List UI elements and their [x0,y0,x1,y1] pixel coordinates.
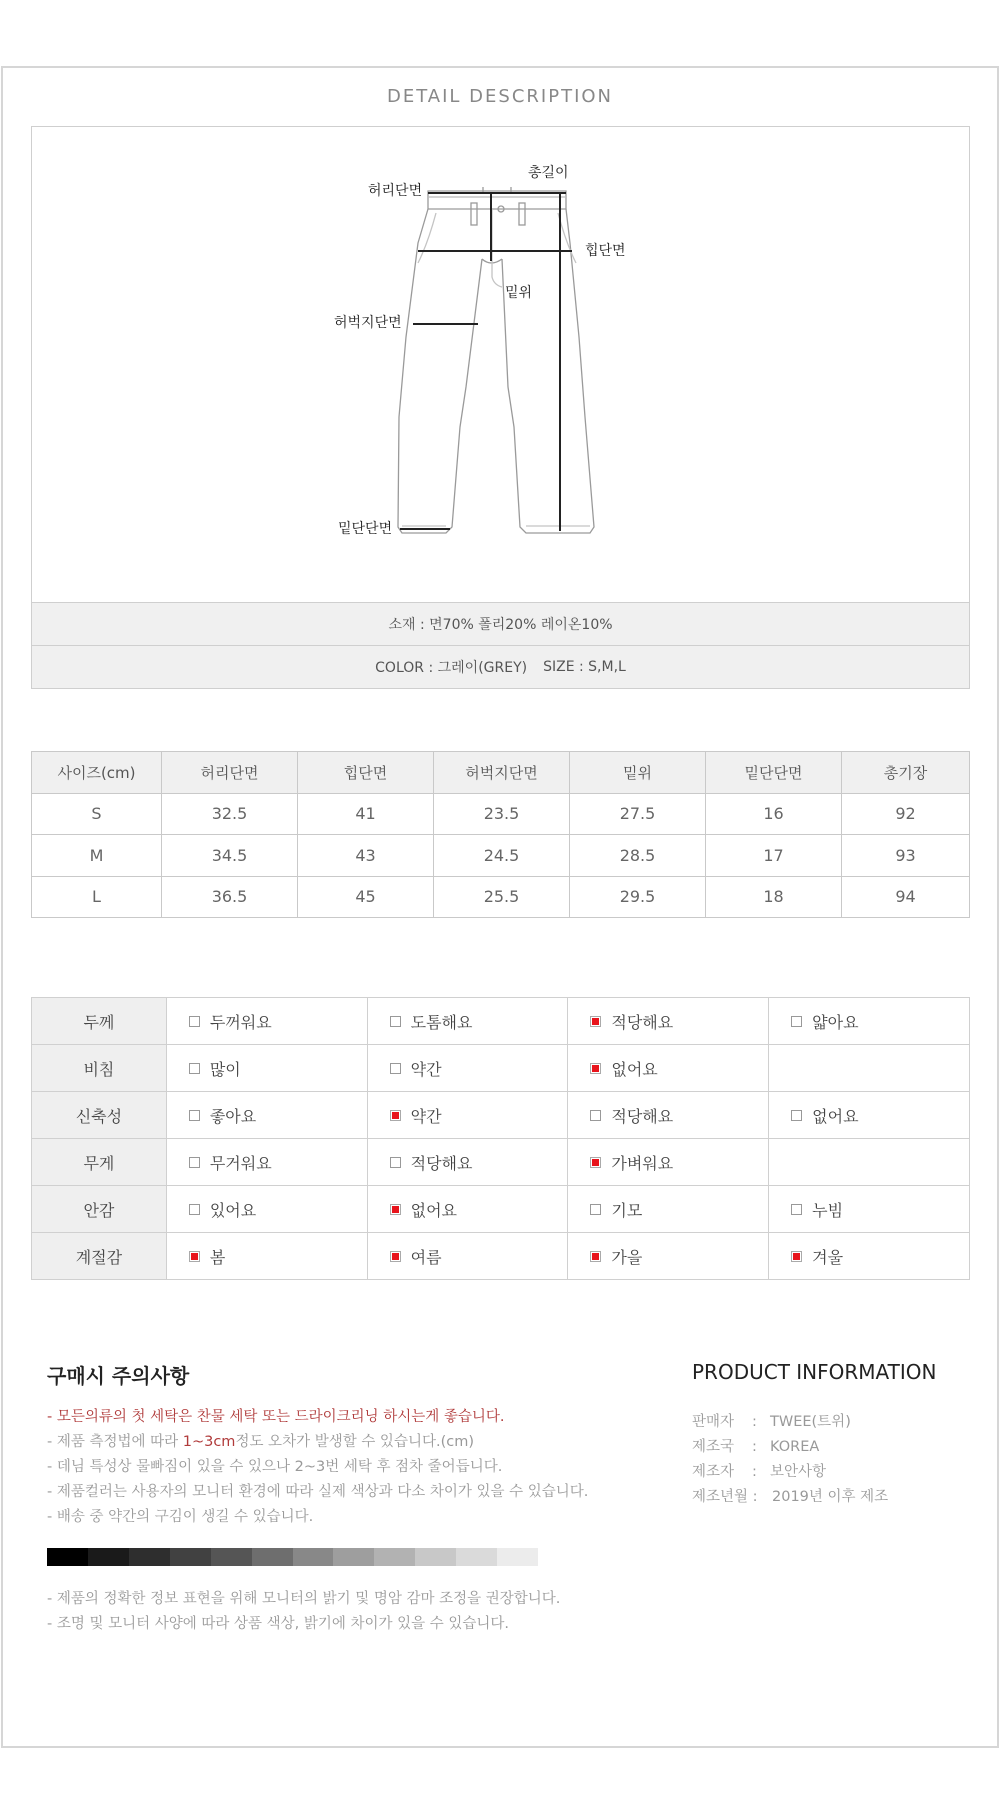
notice-text: 정도 오차가 발생할 수 있습니다.(cm) [235,1434,474,1450]
feel-option-label: 약간 [410,1106,442,1126]
feel-option-label: 없어요 [410,1200,457,1220]
size-header-cell: 밑단단면 [706,752,842,794]
table-row [32,793,970,835]
gray-swatch [129,1548,170,1566]
size-header-cell: 허리단면 [162,752,298,794]
product-info-row [692,1435,888,1460]
size-table-header [32,752,970,794]
feel-option-label: 기모 [611,1200,643,1220]
feel-option [769,1092,970,1139]
feel-row-label: 안감 [32,1186,167,1233]
unchecked-box-icon [791,1016,802,1027]
size-cell: 43 [298,835,434,877]
feel-row [32,1186,970,1233]
gray-swatch [415,1548,456,1566]
size-cell: 24.5 [434,835,570,877]
info-colon: : [752,1464,757,1480]
unchecked-box-icon [189,1063,200,1074]
checked-box-icon [189,1251,200,1262]
info-label: 판매자 [692,1414,735,1430]
table-row [32,876,970,918]
feel-row-label: 비침 [32,1045,167,1092]
notice-line: - 배송 중 약간의 구김이 생길 수 있습니다. [47,1509,314,1525]
checked-box-icon [590,1016,601,1027]
info-value: 2019년 이후 제조 [772,1489,889,1505]
unchecked-box-icon [189,1157,200,1168]
unchecked-box-icon [189,1110,200,1121]
feel-option [769,1233,970,1280]
feel-option-label: 없어요 [812,1106,859,1126]
feel-option [166,1045,367,1092]
label-waist: 허리단면 [368,182,423,198]
unchecked-box-icon [390,1016,401,1027]
checked-box-icon [791,1251,802,1262]
gray-swatch [211,1548,252,1566]
unchecked-box-icon [590,1110,601,1121]
feel-option-label: 가을 [611,1247,643,1267]
gray-swatch [456,1548,497,1566]
notice-text: - 제품 측정법에 따라 [47,1434,183,1450]
label-thigh: 허벅지단면 [334,314,402,330]
feel-row [32,1139,970,1186]
product-info-row [692,1460,888,1485]
unchecked-box-icon [791,1204,802,1215]
label-hip: 힙단면 [585,242,626,258]
feel-row [32,1233,970,1280]
label-rise: 밑위 [505,284,533,300]
feel-row-label: 두께 [32,998,167,1045]
label-hem: 밑단단면 [338,520,393,536]
product-info-title: PRODUCT INFORMATION [692,1360,937,1384]
size-table [31,751,970,918]
size-text: SIZE : S,M,L [543,659,626,675]
feel-option-label: 얇아요 [812,1012,859,1032]
pants-diagram [32,127,969,602]
checked-box-icon [390,1251,401,1262]
feel-option [166,1092,367,1139]
feel-option [367,998,568,1045]
notice-line: - 조명 및 모니터 사양에 따라 상품 색상, 밝기에 차이가 있을 수 있습니다. [47,1616,509,1632]
feel-option [166,1139,367,1186]
size-cell: 28.5 [570,835,706,877]
size-cell: 29.5 [570,876,706,918]
feel-option [568,998,769,1045]
feel-option [568,1139,769,1186]
gray-swatch [293,1548,334,1566]
unchecked-box-icon [189,1016,200,1027]
size-cell: 41 [298,793,434,835]
notice-highlight: 1~3cm [182,1434,236,1450]
feel-option [568,1233,769,1280]
feel-empty-cell [769,1139,970,1186]
size-header-cell: 총기장 [842,752,970,794]
color-size-row [32,645,969,688]
material-row [32,602,969,645]
size-cell: 36.5 [162,876,298,918]
feel-option [166,998,367,1045]
notice-line: - 데님 특성상 물빠짐이 있을 수 있으나 2~3번 세탁 후 점차 줄어듭니다. [47,1459,503,1475]
feel-option [166,1186,367,1233]
feel-row [32,998,970,1045]
feel-option-label: 약간 [410,1059,442,1079]
size-cell: 94 [842,876,970,918]
feel-option-label: 겨울 [812,1247,844,1267]
size-header-cell: 밑위 [570,752,706,794]
unchecked-box-icon [791,1110,802,1121]
product-info-list [692,1410,888,1510]
notice-line: - 모든의류의 첫 세탁은 찬물 세탁 또는 드라이크리닝 하시는게 좋습니다. [47,1409,505,1425]
size-cell: 18 [706,876,842,918]
material-text: 소재 : 면70% 폴리20% 레이온10% [388,617,613,633]
feel-option-label: 봄 [209,1247,226,1267]
feel-option-label: 좋아요 [209,1106,257,1126]
size-header-cell: 사이즈(cm) [32,752,162,794]
feel-option-label: 여름 [410,1247,442,1267]
detail-title: DETAIL DESCRIPTION [386,86,614,107]
info-value: 보안사항 [770,1464,827,1480]
feel-option-label: 적당해요 [611,1012,674,1032]
size-cell: 32.5 [162,793,298,835]
gray-swatch [333,1548,374,1566]
feel-option-label: 무거워요 [209,1153,272,1173]
feel-option [568,1186,769,1233]
monitor-notice [47,1587,560,1637]
unchecked-box-icon [189,1204,200,1215]
info-label: 제조자 [692,1464,735,1480]
feel-option [166,1233,367,1280]
feel-option [367,1139,568,1186]
info-value: KOREA [770,1439,820,1455]
size-cell: 92 [842,793,970,835]
feel-option-label: 적당해요 [410,1153,473,1173]
checked-box-icon [590,1251,601,1262]
feel-option-label: 도톰해요 [410,1012,473,1032]
feel-option [568,1092,769,1139]
feel-option [367,1186,568,1233]
size-cell: S [32,793,162,835]
gray-swatch [497,1548,538,1566]
gray-swatch [47,1548,88,1566]
checked-box-icon [590,1157,601,1168]
feel-row-label: 계절감 [32,1233,167,1280]
feel-row-label: 신축성 [32,1092,167,1139]
feel-option [769,998,970,1045]
feel-option [367,1045,568,1092]
size-header-cell: 허벅지단면 [434,752,570,794]
notice-line: - 제품컬러는 사용자의 모니터 환경에 따라 실제 색상과 다소 차이가 있을 수 있습니다. [47,1484,589,1500]
label-total-length: 총길이 [528,164,569,180]
feel-option [568,1045,769,1092]
feel-empty-cell [769,1045,970,1092]
feel-option-label: 두꺼워요 [209,1012,272,1032]
gray-scale-bar [47,1548,538,1566]
color-text: COLOR : 그레이(GREY) [375,660,528,676]
size-cell: 17 [706,835,842,877]
info-colon: : [752,1439,757,1455]
unchecked-box-icon [390,1157,401,1168]
size-cell: 25.5 [434,876,570,918]
feel-option-label: 많이 [209,1059,241,1079]
size-cell: L [32,876,162,918]
gray-swatch [170,1548,211,1566]
notice-title: 구매시 주의사항 [47,1364,190,1388]
notice-line [47,1430,588,1455]
size-header-cell: 힙단면 [298,752,434,794]
gray-swatch [374,1548,415,1566]
notice-list [47,1405,588,1530]
checked-box-icon [390,1204,401,1215]
checked-box-icon [590,1063,601,1074]
gray-swatch [88,1548,129,1566]
feel-option [367,1092,568,1139]
info-value: TWEE(트위) [770,1414,851,1430]
feel-row [32,1045,970,1092]
product-info-row [692,1410,888,1435]
table-row [32,835,970,877]
size-cell: 27.5 [570,793,706,835]
product-info-row [692,1485,888,1510]
detail-box [31,126,970,689]
feel-row-label: 무게 [32,1139,167,1186]
info-colon: : [752,1414,757,1430]
checked-box-icon [390,1110,401,1121]
size-cell: 93 [842,835,970,877]
size-cell: 16 [706,793,842,835]
unchecked-box-icon [590,1204,601,1215]
feel-option-label: 없어요 [611,1059,658,1079]
feel-row [32,1092,970,1139]
info-label: 제조국 [692,1439,735,1455]
info-label: 제조년월 : [692,1489,758,1505]
size-cell: M [32,835,162,877]
feel-option-label: 누빔 [812,1200,844,1220]
size-cell: 23.5 [434,793,570,835]
size-cell: 45 [298,876,434,918]
notice-line: - 제품의 정확한 정보 표현을 위해 모니터의 밝기 및 명암 감마 조정을 권장합니다. [47,1591,561,1607]
size-cell: 34.5 [162,835,298,877]
gray-swatch [252,1548,293,1566]
feel-option [367,1233,568,1280]
feel-option-label: 있어요 [209,1200,257,1220]
fabric-feel-table [31,997,970,1280]
feel-option [769,1186,970,1233]
unchecked-box-icon [390,1063,401,1074]
feel-option-label: 가벼워요 [611,1153,674,1173]
feel-option-label: 적당해요 [611,1106,674,1126]
